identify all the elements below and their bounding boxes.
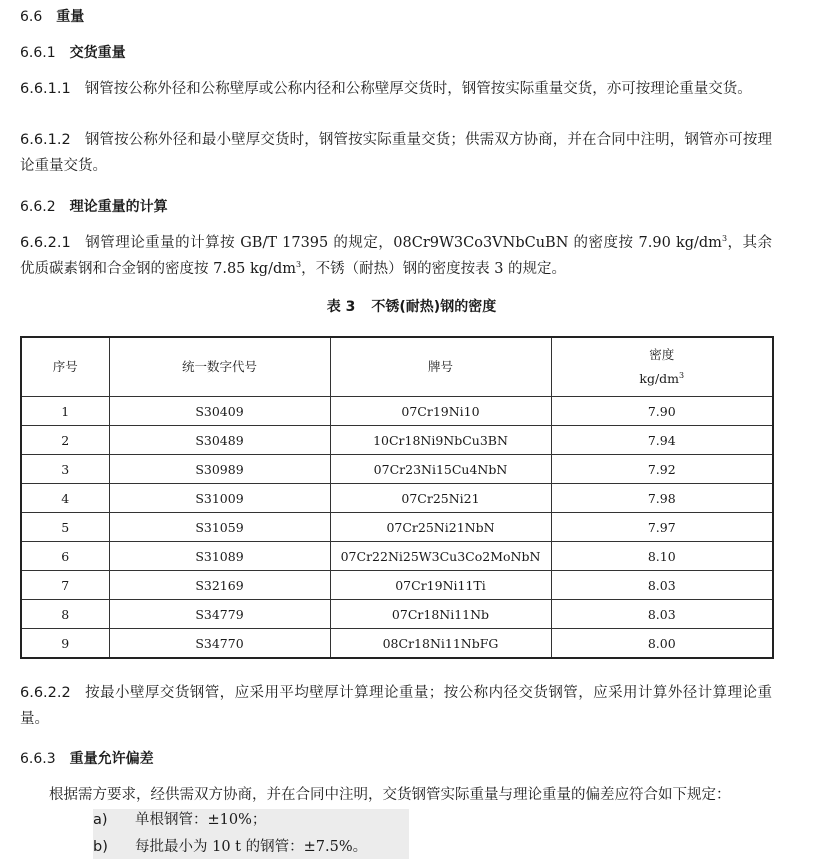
table-row [21,397,773,426]
cell-unified-code: S32169 [109,571,330,600]
table-row [21,484,773,513]
cell-unified-code: S31009 [109,484,330,513]
cell-serial-number: 4 [21,484,109,513]
cell-grade: 10Cr18Ni9NbCu3BN [330,426,551,455]
cell-grade: 07Cr23Ni15Cu4NbN [330,455,551,484]
cell-unified-code: S31089 [109,542,330,571]
table-body [21,397,773,659]
section-heading-6-6-2: 6.6.2 理论重量的计算 [20,199,168,215]
cell-density: 7.94 [551,426,773,455]
cell-unified-code: S30989 [109,455,330,484]
cell-grade: 08Cr18Ni11NbFG [330,629,551,659]
cell-density: 7.92 [551,455,773,484]
cell-serial-number: 7 [21,571,109,600]
paragraph-6-6-1-2: 6.6.1.2 钢管按公称外径和最小壁厚交货时，钢管按实际重量交货；供需双方协商，并在合同中注明，钢管亦可按理论重量交货。 [20,132,772,174]
cell-density: 8.03 [551,571,773,600]
paragraph-6-6-1-1: 6.6.1.1 钢管按公称外径和公称壁厚或公称内径和公称壁厚交货时，钢管按实际重量交货，亦可按理论重量交货。 [20,81,752,97]
cell-unified-code: S34770 [109,629,330,659]
cell-grade: 07Cr19Ni11Ti [330,571,551,600]
header-density: 密度 $kg/dm^3$ [551,337,773,397]
table-row [21,571,773,600]
table-row [21,629,773,659]
cell-serial-number: 5 [21,513,109,542]
cell-serial-number: 1 [21,397,109,426]
cell-density: 8.03 [551,600,773,629]
cell-density: 8.00 [551,629,773,659]
cell-serial-number: 3 [21,455,109,484]
cell-unified-code: S30489 [109,426,330,455]
cell-serial-number: 9 [21,629,109,659]
header-grade: 牌号 [330,337,551,397]
section-heading-6-6-3: 6.6.3 重量允许偏差 [20,751,154,767]
cell-density: 7.98 [551,484,773,513]
paragraph-6-6-3: 根据需方要求，经供需双方协商，并在合同中注明，交货钢管实际重量与理论重量的偏差应符合如下规定： [49,787,731,803]
paragraph-6-6-2-2: 6.6.2.2 按最小壁厚交货钢管，应采用平均壁厚计算理论重量；按公称内径交货钢管，应采用计算外径计算理论重量。 [20,685,772,727]
table-row [21,426,773,455]
table-row [21,600,773,629]
table-row [21,542,773,571]
list-item: a) 单根钢管：±10%； [93,812,267,828]
cell-density: 7.97 [551,513,773,542]
cell-density: 8.10 [551,542,773,571]
cell-grade: 07Cr22Ni25W3Cu3Co2MoNbN [330,542,551,571]
deviation-list [93,807,367,861]
cell-grade: 07Cr25Ni21NbN [330,513,551,542]
cell-unified-code: S34779 [109,600,330,629]
cell-grade: 07Cr25Ni21 [330,484,551,513]
header-unified-code: 统一数字代号 [109,337,330,397]
cell-serial-number: 2 [21,426,109,455]
table-row [21,513,773,542]
cell-serial-number: 6 [21,542,109,571]
paragraph-6-6-2-1: 6.6.2.1 钢管理论重量的计算按 GB/T 17395 的规定，08Cr9W3Co3VNbCuBN 的密度按 7.90 $kg/dm^3$，其余优质碳素钢和合金钢的密度按 7.85 $kg/dm^3$，不锈（耐热）钢的密度按表 3 的规定。 [20,234,773,277]
table-caption: 表 3 不锈(耐热)钢的密度 [326,299,497,315]
table-row [21,455,773,484]
cell-grade: 07Cr19Ni10 [330,397,551,426]
cell-unified-code: S31059 [109,513,330,542]
list-item: b) 每批最小为 10 t 的钢管：±7.5%。 [93,839,368,855]
table-header-row [21,337,773,397]
section-heading-6-6-1: 6.6.1 交货重量 [20,45,126,61]
cell-density: 7.90 [551,397,773,426]
header-serial-number: 序号 [21,337,109,397]
cell-grade: 07Cr18Ni11Nb [330,600,551,629]
cell-unified-code: S30409 [109,397,330,426]
cell-serial-number: 8 [21,600,109,629]
density-table [20,336,774,659]
section-heading-6-6: 6.6 重量 [20,9,85,25]
